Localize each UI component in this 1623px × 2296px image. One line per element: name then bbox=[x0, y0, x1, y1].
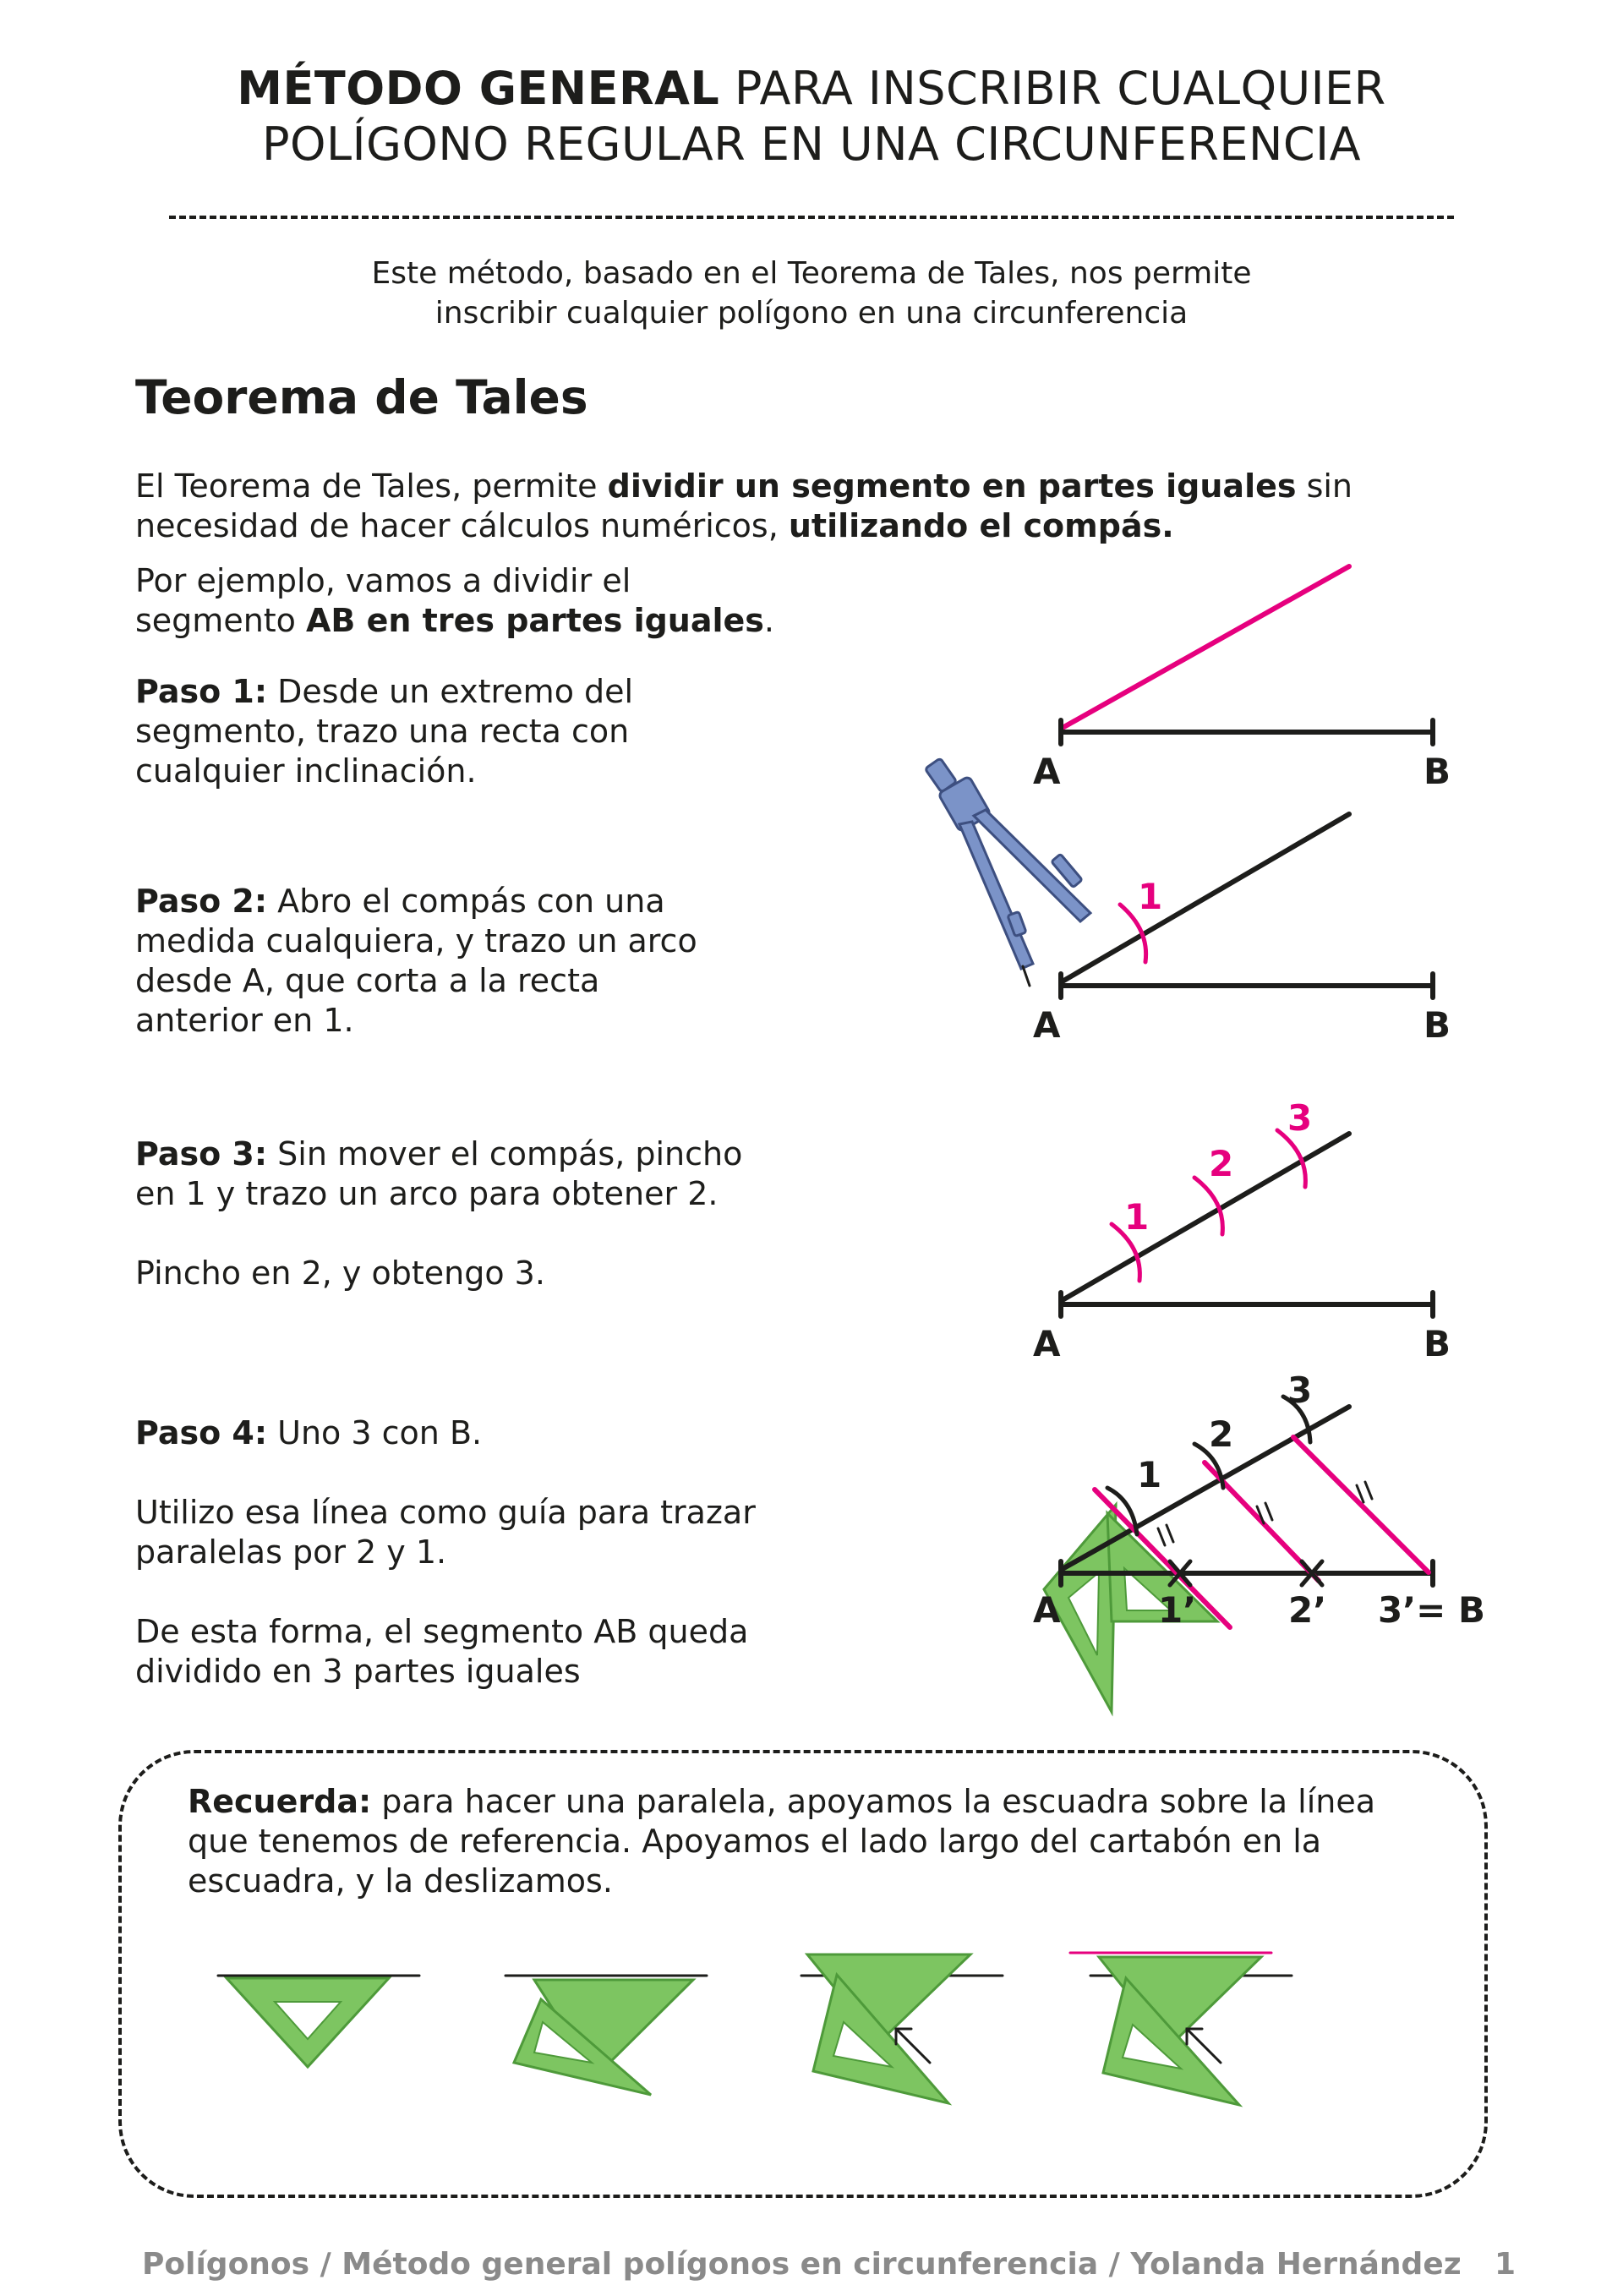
label-b-1: B bbox=[1424, 751, 1451, 792]
step-1-line: Desde un extremo del bbox=[267, 673, 634, 710]
title-bold: MÉTODO GENERAL bbox=[237, 62, 720, 115]
label-2-step3: 2 bbox=[1209, 1143, 1234, 1184]
label-a-4: A bbox=[1033, 1589, 1061, 1631]
step-2-line: desde A, que corta a la recta bbox=[135, 962, 600, 999]
intro-line2: inscribir cualquier polígono en una circunferencia bbox=[434, 296, 1189, 331]
p1-e: utilizando el compás. bbox=[788, 507, 1174, 544]
p1-a: El Teorema de Tales, permite bbox=[135, 467, 608, 505]
label-1-step4: 1 bbox=[1137, 1454, 1162, 1495]
arc-3 bbox=[1277, 1130, 1305, 1187]
step-2-line: Abro el compás con una bbox=[267, 883, 665, 920]
label-b-3: B bbox=[1424, 1323, 1451, 1364]
step-4-line: Uno 3 con B. bbox=[267, 1414, 483, 1451]
step-3-label: Paso 3: bbox=[135, 1135, 268, 1173]
label-3-prime-b: 3’= B bbox=[1378, 1589, 1486, 1631]
p1-b: dividir un segmento en partes iguales bbox=[607, 467, 1297, 505]
label-a-3: A bbox=[1033, 1323, 1061, 1364]
label-b-2: B bbox=[1424, 1004, 1451, 1046]
label-1-step3: 1 bbox=[1124, 1196, 1150, 1238]
page-number: 1 bbox=[1495, 2247, 1516, 2282]
label-3-step4: 3 bbox=[1287, 1369, 1313, 1411]
inclined-line bbox=[1061, 566, 1349, 729]
p2-b: segmento bbox=[135, 602, 307, 639]
title-line2: POLÍGONO REGULAR EN UNA CIRCUNFERENCIA bbox=[261, 118, 1362, 171]
step-4-line: dividido en 3 partes iguales bbox=[135, 1653, 581, 1690]
intro-line1: Este método, basado en el Teorema de Tales, nos permite bbox=[371, 256, 1252, 291]
step-2-label: Paso 2: bbox=[135, 883, 268, 920]
label-1-step2: 1 bbox=[1138, 876, 1163, 917]
step-4-line: De esta forma, el segmento AB queda bbox=[135, 1613, 749, 1650]
parallel-marks bbox=[1158, 1482, 1372, 1545]
diagram-step-3 bbox=[1061, 1130, 1433, 1316]
step-1-label: Paso 1: bbox=[135, 673, 268, 710]
label-1-prime: 1’ bbox=[1158, 1589, 1197, 1631]
footer-text: Polígonos / Método general polígonos en circunferencia / Yolanda Hernández bbox=[142, 2247, 1462, 2282]
recuerda-text bbox=[188, 1782, 1439, 1901]
title-rest: PARA INSCRIBIR CUALQUIER bbox=[719, 62, 1386, 115]
label-a-2: A bbox=[1033, 1004, 1061, 1046]
step-3-line: Pincho en 2, y obtengo 3. bbox=[135, 1255, 545, 1292]
label-3-step3: 3 bbox=[1287, 1097, 1313, 1139]
step-4-line: Utilizo esa línea como guía para trazar bbox=[135, 1494, 756, 1531]
recuerda-line: que tenemos de referencia. Apoyamos el lado largo del cartabón en la bbox=[188, 1823, 1322, 1860]
step-4-line: paralelas por 2 y 1. bbox=[135, 1533, 447, 1571]
step-1-line: cualquier inclinación. bbox=[135, 752, 477, 790]
compass-icon bbox=[925, 758, 1090, 986]
step-2-line: medida cualquiera, y trazo un arco bbox=[135, 922, 697, 959]
recuerda-label: Recuerda: bbox=[188, 1783, 372, 1820]
recuerda-line: escuadra, y la deslizamos. bbox=[188, 1862, 613, 1900]
section-heading: Teorema de Tales bbox=[135, 370, 588, 424]
diagram-step-1 bbox=[1061, 566, 1433, 744]
p2-c: AB en tres partes iguales bbox=[306, 602, 764, 639]
p1-d: necesidad de hacer cálculos numéricos, bbox=[135, 507, 789, 544]
p2-d: . bbox=[763, 602, 774, 639]
label-2-prime: 2’ bbox=[1288, 1589, 1327, 1631]
step-2-line: anterior en 1. bbox=[135, 1002, 354, 1039]
recuerda-line: para hacer una paralela, apoyamos la escuadra sobre la línea bbox=[371, 1783, 1376, 1820]
p1-c: sin bbox=[1296, 467, 1353, 505]
step-4-label: Paso 4: bbox=[135, 1414, 268, 1451]
inclined-line bbox=[1061, 1134, 1349, 1301]
inclined-line bbox=[1061, 814, 1349, 982]
step-3-line: Sin mover el compás, pincho bbox=[267, 1135, 743, 1173]
parallel-3 bbox=[1293, 1437, 1429, 1572]
step-3-line: en 1 y trazo un arco para obtener 2. bbox=[135, 1175, 719, 1212]
arc-2 bbox=[1194, 1178, 1222, 1234]
label-a-1: A bbox=[1033, 751, 1061, 792]
step-1-line: segmento, trazo una recta con bbox=[135, 713, 630, 750]
label-2-step4: 2 bbox=[1209, 1413, 1234, 1455]
p2-a: Por ejemplo, vamos a dividir el bbox=[135, 562, 631, 599]
diagram-step-2 bbox=[925, 758, 1433, 998]
diagram-step-4 bbox=[1044, 1397, 1433, 1712]
inclined-line bbox=[1061, 1407, 1349, 1570]
